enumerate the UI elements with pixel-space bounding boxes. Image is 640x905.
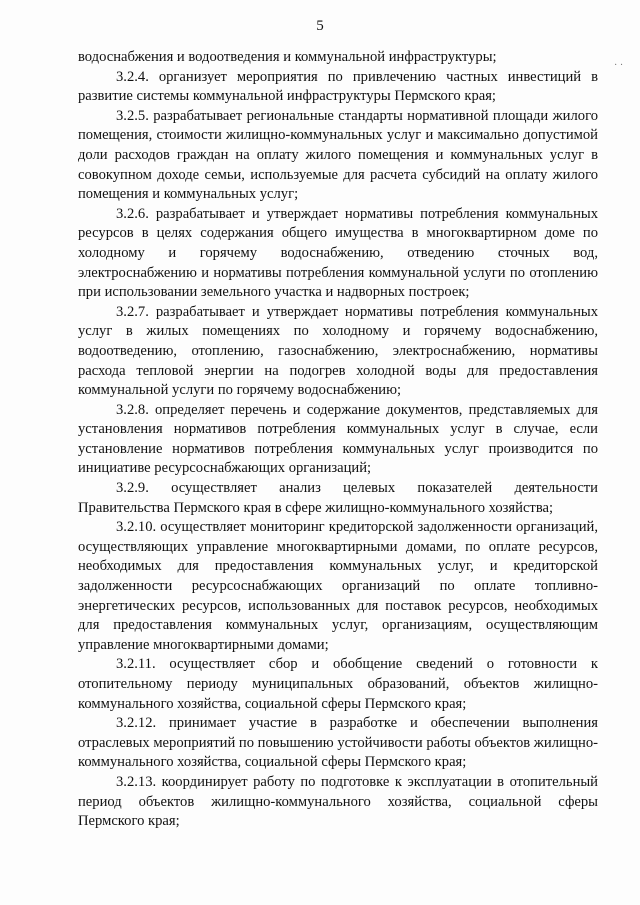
page-number: 5	[316, 18, 324, 34]
paragraph-3-2-10: 3.2.10. осуществляет мониторинг кредиторской задолженности организаций, осуществляющих управление многоквартирными домами, по оплате ресурсов, необходимых для предоставления коммунальных услуг, и кредиторской задолженности ресурсоснабжающих организаций по оплате топливно-энергетических ресурсов, использованных для поставок ресурсов, необходимых для предоставления коммунальных услуг, организациям, осуществляющим управление многоквартирными домами;	[78, 519, 598, 653]
margin-mark: · ·	[614, 60, 624, 71]
paragraph-3-2-13: 3.2.13. координирует работу по подготовке к эксплуатации в отопительный период объектов жилищно-коммунального хозяйства, социальной сферы Пермского края;	[78, 773, 598, 830]
paragraph-3-2-11: 3.2.11. осуществляет сбор и обобщение сведений о готовности к отопительному периоду муниципальных образований, объектов жилищно-коммунального хозяйства, социальной сферы Пермского края;	[78, 656, 598, 712]
document-body	[78, 48, 598, 832]
paragraph-3-2-5: 3.2.5. разрабатывает региональные стандарты нормативной площади жилого помещения, стоимости жилищно-коммунальных услуг и максимально допустимой доли расходов граждан на оплату жилого помещения и коммунальных услуг в совокупном доходе семьи, используемые для расчета субсидий на оплату жилого помещения и коммунальных услуг;	[78, 107, 598, 203]
paragraph-3-2-12: 3.2.12. принимает участие в разработке и обеспечении выполнения отраслевых мероприятий по повышению устойчивости работы объектов жилищно-коммунального хозяйства, социальной сферы Пермского края;	[78, 715, 598, 771]
paragraph-3-2-6: 3.2.6. разрабатывает и утверждает нормативы потребления коммунальных ресурсов в целях содержания общего имущества в многоквартирном доме по холодному и горячему водоснабжению, отведению сточных вод, электроснабжению и нормативы потребления коммунальной услуги по отоплению при использовании земельного участка и надворных построек;	[78, 205, 598, 301]
paragraph-3-2-7: 3.2.7. разрабатывает и утверждает нормативы потребления коммунальных услуг в жилых помещениях по холодному и горячему водоснабжению, водоотведению, отоплению, газоснабжению, электроснабжению, нормативы расхода тепловой энергии на подогрев холодной воды для предоставления коммунальной услуги по горячему водоснабжению;	[78, 303, 598, 399]
paragraph-3-2-9: 3.2.9. осуществляет анализ целевых показателей деятельности Правительства Пермского края в сфере жилищно-коммунального хозяйства;	[78, 480, 598, 516]
paragraph-3-2-8: 3.2.8. определяет перечень и содержание документов, представляемых для установления нормативов потребления коммунальных услуг в случае, если установление нормативов потребления коммунальных услуг производится по инициативе ресурсоснабжающих организаций;	[78, 401, 598, 477]
paragraph-3-2-4: 3.2.4. организует мероприятия по привлечению частных инвестиций в развитие системы коммунальной инфраструктуры Пермского края;	[78, 68, 598, 105]
paragraph-continuation: водоснабжения и водоотведения и коммунальной инфраструктуры;	[78, 49, 497, 65]
